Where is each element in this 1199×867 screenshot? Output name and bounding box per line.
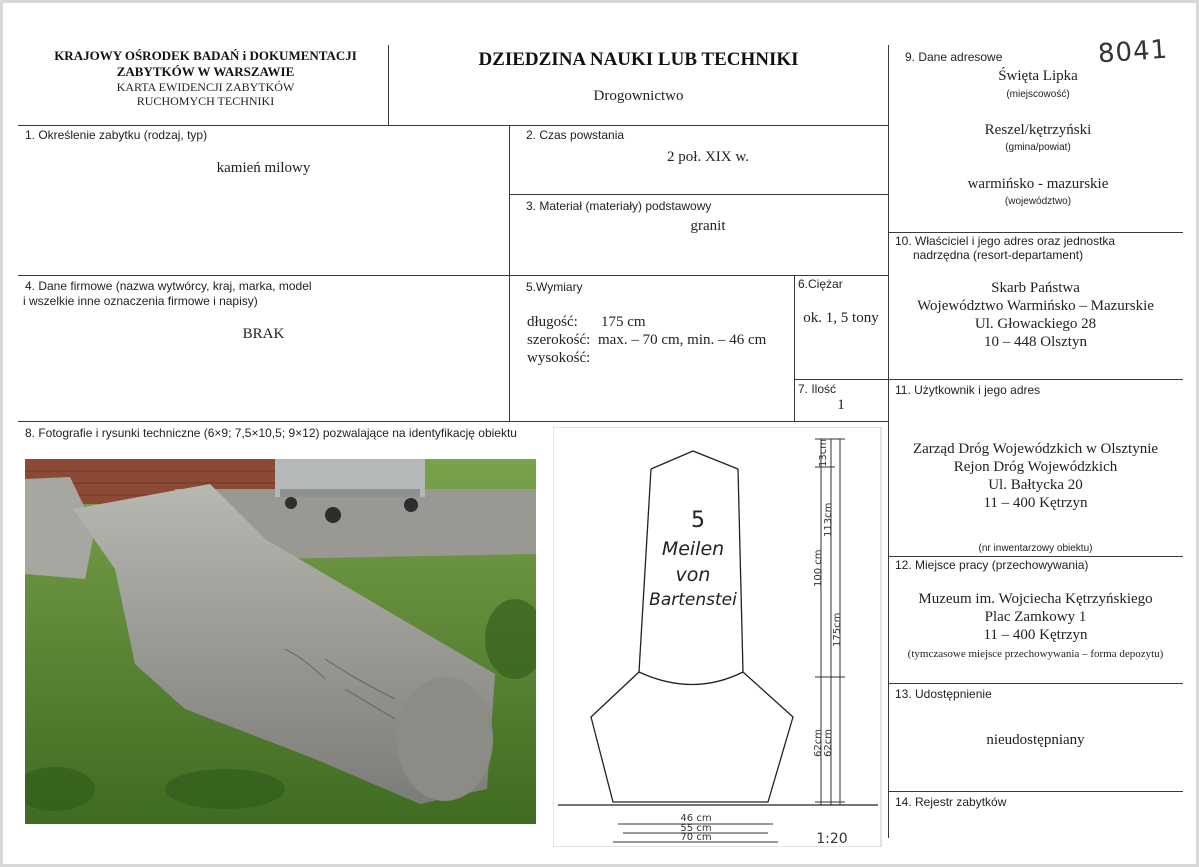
storage-line: Muzeum im. Wojciecha Kętrzyńskiego (918, 591, 1153, 607)
section-1-value: kamień milowy (216, 160, 311, 176)
dim-total: 175cm (832, 612, 843, 647)
user-line: 11 – 400 Kętrzyn (983, 495, 1088, 511)
drawing-inscription: Bartenstei (649, 590, 737, 610)
section-1-label: 1. Określenie zabytku (rodzaj, typ) (25, 128, 208, 142)
divider (794, 379, 888, 380)
inventory-note: (nr inwentarzowy obiektu) (978, 543, 1093, 554)
user-line: Rejon Dróg Wojewódzkich (953, 459, 1118, 475)
section-6-label: 6.Ciężar (798, 277, 843, 291)
section-13-label: 13. Udostępnienie (895, 687, 992, 701)
card-type: RUCHOMYCH TECHNIKI (136, 94, 275, 108)
owner-line: 10 – 448 Olsztyn (984, 334, 1087, 350)
owner-line: Skarb Państwa (991, 280, 1080, 296)
owner-line: Ul. Głowackiego 28 (974, 316, 1097, 332)
divider (888, 232, 1183, 233)
card-type: KARTA EWIDENCJI ZABYTKÓW (116, 80, 295, 94)
section-5-label: 5.Wymiary (526, 280, 583, 294)
drawing-inscription: 5 (691, 508, 705, 533)
dim-body: 113cm (823, 502, 834, 537)
voivodeship: warmińsko - mazurskie (967, 176, 1109, 192)
length-value: 175 cm (601, 314, 646, 330)
dim-base: 62cm (823, 729, 834, 757)
section-4-value: BRAK (242, 326, 285, 342)
section-2-label: 2. Czas powstania (526, 128, 625, 142)
divider (888, 556, 1183, 557)
divider (888, 683, 1183, 684)
section-14-label: 14. Rejestr zabytków (895, 795, 1007, 809)
field-value: Drogownictwo (593, 88, 684, 104)
section-12-label: 12. Miejsce pracy (przechowywania) (895, 558, 1089, 572)
storage-line: Plac Zamkowy 1 (984, 609, 1087, 625)
voivodeship-note: (województwo) (1004, 196, 1072, 207)
user-line: Zarząd Dróg Wojewódzkich w Olsztynie (912, 441, 1159, 457)
storage-line: 11 – 400 Kętrzyn (983, 627, 1088, 643)
dim-base: 62cm (813, 729, 824, 757)
width-label: szerokość: (527, 332, 591, 348)
page-title: DZIEDZINA NAUKI LUB TECHNIKI (478, 49, 799, 70)
monument-photo (25, 459, 536, 824)
locality-note: (miejscowość) (1006, 89, 1070, 100)
locality: Święta Lipka (998, 68, 1078, 84)
dim-top: 13cm (818, 439, 829, 467)
section-10-label: nadrzędna (resort-departament) (913, 248, 1084, 262)
divider (509, 125, 510, 421)
section-6-value: ok. 1, 5 tony (803, 310, 879, 326)
section-11-label: 11. Użytkownik i jego adres (895, 383, 1041, 397)
divider (509, 194, 888, 195)
handwritten-number: 8041 (1097, 34, 1170, 70)
record-card (3, 3, 1196, 864)
divider (18, 421, 888, 422)
storage-note: (tymczasowe miejsce przechowywania – forma depozytu) (907, 648, 1164, 660)
section-4-label: i wszelkie inne oznaczenia firmowe i napisy) (23, 294, 258, 308)
width-dim: 70 cm (680, 832, 712, 843)
commune: Reszel/kętrzyński (984, 122, 1092, 138)
institution-name: ZABYTKÓW W WARSZAWIE (116, 64, 295, 79)
divider (18, 275, 888, 276)
technical-drawing (553, 427, 883, 847)
section-13-value: nieudostępniany (986, 732, 1085, 748)
width-dim: 46 cm (680, 813, 712, 824)
divider (888, 791, 1183, 792)
width-dim: 55 cm (680, 823, 712, 834)
section-8-label: 8. Fotografie i rysunki techniczne (6×9; 7,5×10,5; 9×12) pozwalające na identyfikację obiektu (25, 426, 517, 440)
divider (18, 125, 888, 126)
section-3-value: granit (690, 218, 726, 234)
section-9-label: 9. Dane adresowe (905, 50, 1003, 64)
owner-line: Województwo Warmińsko – Mazurskie (917, 298, 1154, 314)
section-4-label: 4. Dane firmowe (nazwa wytwórcy, kraj, marka, model (25, 279, 312, 293)
section-3-label: 3. Materiał (materiały) podstawowy (526, 199, 712, 213)
section-2-value: 2 poł. XIX w. (667, 149, 749, 165)
section-10-label: 10. Właściciel i jego adres oraz jednostka (895, 234, 1116, 248)
height-label: wysokość: (527, 350, 591, 366)
section-7-value: 1 (837, 397, 845, 413)
width-value: max. – 70 cm, min. – 46 cm (598, 332, 767, 348)
divider (888, 379, 1183, 380)
section-7-label: 7. Ilość (798, 382, 837, 396)
commune-note: (gmina/powiat) (1005, 142, 1071, 153)
drawing-inscription: von (675, 564, 711, 586)
user-line: Ul. Bałtycka 20 (988, 477, 1083, 493)
drawing-scale: 1:20 (816, 831, 848, 847)
institution-name: KRAJOWY OŚRODEK BADAŃ i DOKUMENTACJI (54, 48, 357, 63)
drawing-inscription: Meilen (661, 538, 725, 560)
length-label: długość: (527, 314, 578, 330)
dim-100: 100 cm (813, 549, 824, 587)
